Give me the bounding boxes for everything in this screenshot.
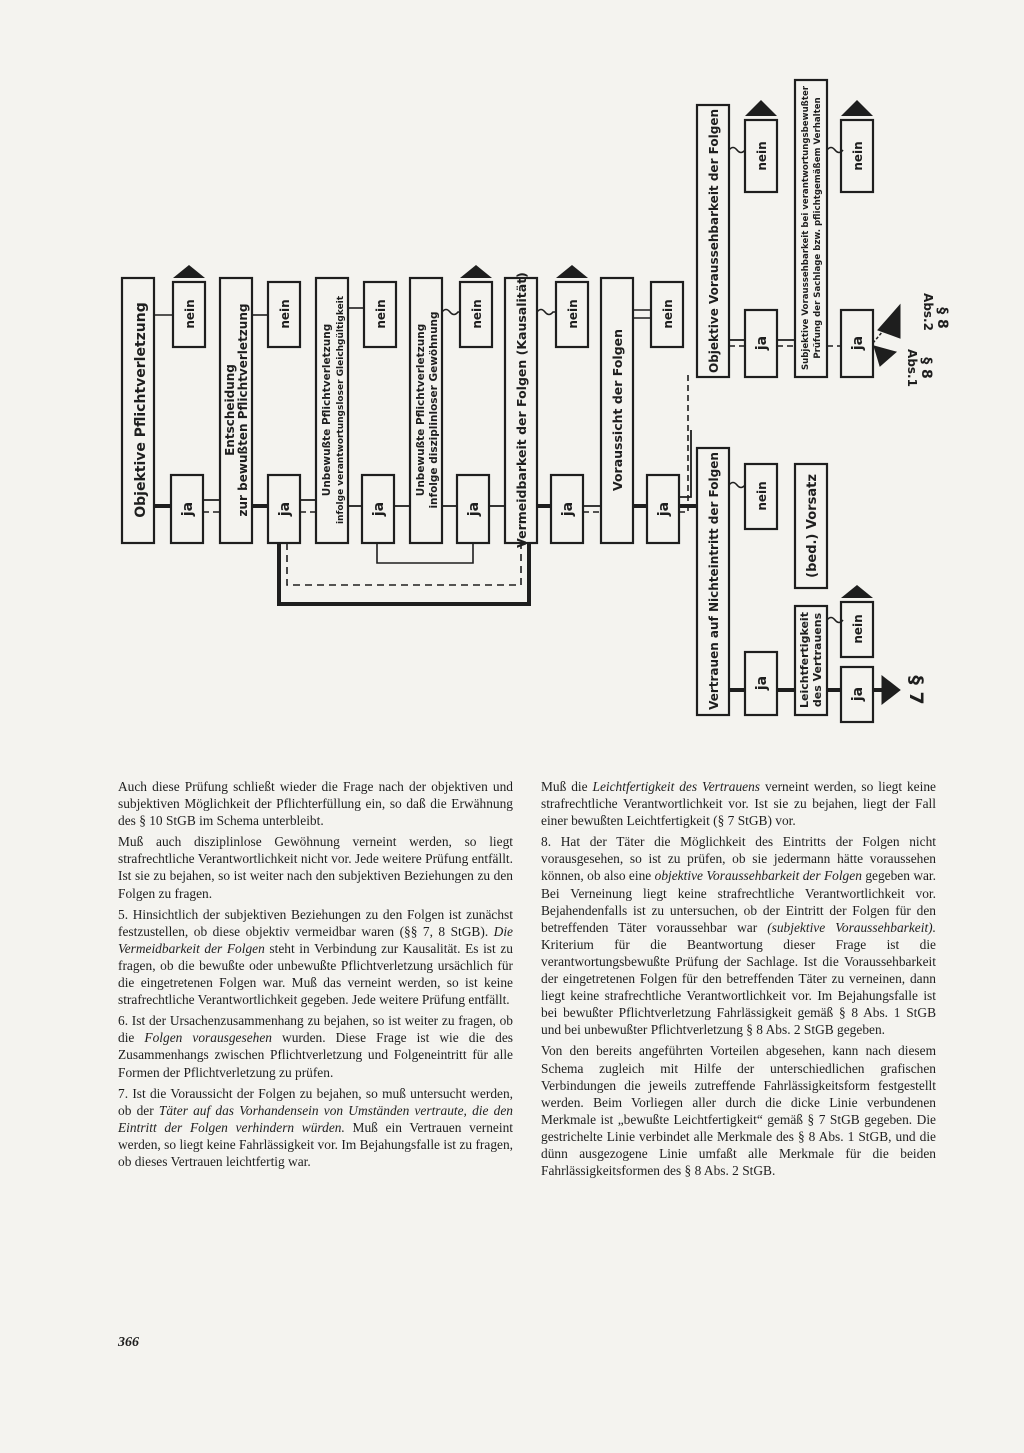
nein-label: nein: [374, 299, 388, 329]
left-column: [118, 778, 513, 1174]
paragraph: 8. Hat der Täter die Möglichkeit des Eintritts der Folgen nicht vorausgesehen, so ist zu prüfen, ob sie jedermann hätte voraussehen können, ob also eine objektive Voraussehbarkeit der Folgen gegeben war. Bei Verneinung liegt keine strafrechtliche Verantwortlichkeit vor. Bejahendenfalls ist zu untersuchen, ob der Eintritt der Folgen für den betreffenden Täter voraussehbar war (subjektive Voraussehbarkeit). Kriterium für die Beantwortung dieser Frage ist die verantwortungsbewußte Prüfung der Sachlage. Ist die Voraussehbarkeit der eingetretenen Folgen für den betreffenden Täter zu verneinen, dann liegt keine strafrechtliche Verantwortlichkeit vor. Im Bejahungsfalle ist bei bewußter Pflichtverletzung Fahrlässigkeit gemäß § 8 Abs. 1 StGB und bei unbewußter Pflichtverletzung § 8 Abs. 2 StGB gegeben.: [541, 834, 936, 1038]
ja-label: ja: [754, 335, 770, 351]
nein-label: nein: [278, 299, 292, 329]
result-p8-abs1-a: § 8: [918, 357, 934, 379]
nein-label: nein: [851, 614, 865, 644]
ja-label: ja: [560, 501, 576, 517]
label-vorsatz: (bed.) Vorsatz: [805, 474, 820, 578]
label-voraussicht: Voraussicht der Folgen: [610, 328, 625, 492]
paragraph: 6. Ist der Ursachenzusammenhang zu bejahen, so ist weiter zu fragen, ob die Folgen vorausgesehen wurden. Diese Frage ist wie die des Zusammenhangs zwischen Pflichtverletzung und Folgeneintritt für alle Formen der Pflichtverletzung zu prüfen.: [118, 1013, 514, 1080]
label-gewoehnung-2: infolge disziplinloser Gewöhnung: [428, 311, 440, 509]
label-entscheidung-1: Entscheidung: [223, 364, 237, 456]
paragraph: Auch diese Prüfung schließt wieder die Frage nach der objektiven und subjektiven Möglichkeit der Pflichterfüllung ein, so daß die Erwähnung des § 10 StGB im Schema unterbleibt.: [118, 779, 513, 829]
ja-label: ja: [277, 501, 293, 517]
paragraph: 7. Ist die Voraussicht der Folgen zu bejahen, so muß untersucht werden, ob der Täter auf das Vorhandensein von Umständen vertraute, die den Eintritt der Folgen verhindern würden. Muß ein Vertrauen verneint werden, so liegt keine Fahrlässigkeit vor. Im Bejahungsfalle ist zu fragen, ob dieses Vertrauen leichtfertig war.: [118, 1085, 513, 1169]
label-vertrauen: Vertrauen auf Nichteintritt der Folgen: [707, 452, 721, 710]
paragraph: Muß auch disziplinlose Gewöhnung verneint werden, so liegt strafrechtliche Verantwortlichkeit nicht vor. Jede weitere Prüfung entfällt. Ist sie zu bejahen, so ist weiter nach den subjektiven Beziehungen zu den Folgen zu fragen.: [118, 834, 513, 901]
paragraph: 5. Hinsichtlich der subjektiven Beziehungen zu den Folgen ist zunächst festzustellen, ob diese objektiv vermeidbar waren (§§ 7, 8 StGB). Die Vermeidbarkeit der Folgen steht in Verbindung zur Kausalität. Es ist zu fragen, ob die bewußte oder unbewußte Pflichtverletzung ursächlich für die eingetretenen Folgen war. Muß das verneint werden, so ist keine strafrechtliche Verantwortlichkeit gegeben. Jede weitere Prüfung entfällt.: [118, 906, 513, 1008]
result-p7: § 7: [905, 675, 927, 705]
ja-label: ja: [754, 675, 770, 691]
ja-label: ja: [850, 686, 866, 702]
label-gleichgueltigkeit-2: infolge verantwortungsloser Gleichgültigkeit: [336, 295, 346, 525]
nein-label: nein: [470, 299, 484, 329]
label-entscheidung-2: zur bewußten Pflichtverletzung: [236, 303, 250, 517]
result-p8-abs2-b: Abs.2: [921, 293, 935, 331]
nein-label: nein: [183, 299, 197, 329]
label-leichtfertigkeit-1: Leichtfertigkeit: [798, 612, 811, 708]
label-subj-voraussehbarkeit-2: Prüfung der Sachlage bzw. pflichtgemäßem Verhalten: [813, 97, 823, 359]
nein-label: nein: [755, 481, 769, 511]
nein-label: nein: [566, 299, 580, 329]
label-objektive-pflichtverletzung: Objektive Pflichtverletzung: [133, 302, 149, 518]
label-gleichgueltigkeit-1: Unbewußte Pflichtverletzung: [321, 323, 333, 497]
label-subj-voraussehbarkeit-1: Subjektive Voraussehbarkeit bei verantwortungsbewußter: [801, 85, 811, 371]
label-leichtfertigkeit-2: des Vertrauens: [811, 612, 824, 708]
label-obj-voraussehbarkeit: Objektive Voraussehbarkeit der Folgen: [707, 108, 721, 374]
ja-label: ja: [180, 501, 196, 517]
ja-label: ja: [466, 501, 482, 517]
ja-label: ja: [850, 335, 866, 351]
label-gewoehnung-1: Unbewußte Pflichtverletzung: [415, 323, 427, 497]
nein-label: nein: [661, 299, 675, 329]
result-p8-abs1-b: Abs.1: [905, 349, 919, 387]
paragraph: Von den bereits angeführten Vorteilen abgesehen, kann nach diesem Schema zugleich mit Hilfe der unterschiedlichen grafischen Verbindungen die jeweils zutreffende Fahrlässigkeitsform festgestellt werden. Beim Vorliegen aller durch die dicke Linie verbundenen Merkmale ist „bewußte Leichtfertigkeit“ gemäß § 7 StGB gegeben. Die gestrichelte Linie verbindet alle Merkmale des § 8 Abs. 1 StGB, und die dünn ausgezogene Linie umfaßt alle Merkmale für die beiden Fahrlässigkeitsformen des § 8 Abs. 2 StGB.: [541, 1043, 936, 1179]
result-p8-abs2-a: § 8: [934, 307, 950, 329]
nein-label: nein: [851, 141, 865, 171]
nein-label: nein: [755, 141, 769, 171]
ja-label: ja: [371, 501, 387, 517]
right-column: [541, 778, 936, 1183]
page-number: 366: [118, 1335, 139, 1350]
ja-label: ja: [656, 501, 672, 517]
label-vermeidbarkeit: Vermeidbarkeit der Folgen (Kausalität): [514, 272, 529, 548]
paragraph: Muß die Leichtfertigkeit des Vertrauens verneint werden, so liegt keine strafrechtliche Verantwortlichkeit vor. Ist sie zu bejahen, liegt der Fall einer bewußten Leichtfertigkeit (§ 7 StGB) vor.: [541, 779, 936, 829]
